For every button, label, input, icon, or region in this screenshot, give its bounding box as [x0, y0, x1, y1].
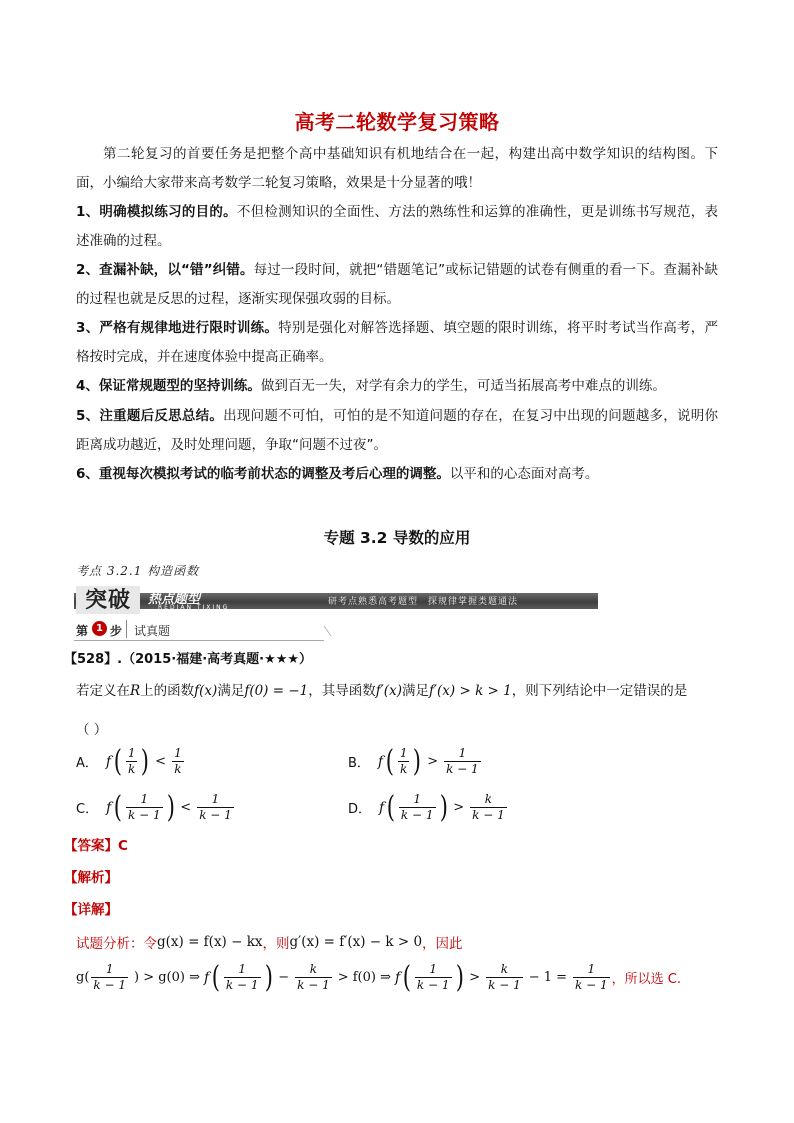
option-a[interactable]	[76, 743, 186, 779]
sol1-text-c: ，则	[262, 936, 290, 952]
q-text-4: ，其导函数	[308, 683, 376, 699]
option-b-arg-num: 1	[399, 746, 408, 760]
kaodian-label: 考点 3.2.1 构造函数	[76, 564, 200, 578]
step-label: 试真题	[134, 624, 171, 638]
sol2-frac-1	[91, 962, 128, 993]
option-a-lparen: (	[113, 743, 123, 779]
q-text-6: ，则下列结论中一定错误的是	[511, 683, 688, 699]
sol2-frac-2	[224, 962, 261, 993]
option-c-label: C．	[76, 802, 99, 817]
sol2-rparen-1: )	[264, 959, 273, 995]
option-c-arg-num: 1	[140, 792, 149, 806]
sol2-minus-one: − 1 =	[528, 970, 568, 985]
option-a-rparen: )	[141, 743, 150, 779]
step-bu: 步	[110, 624, 123, 638]
option-a-arg-den: k	[127, 762, 136, 776]
strategy-6-bold: 6、重视每次模拟考试的临考前状态的调整及考后心理的调整。	[76, 466, 450, 482]
option-c-rparen: )	[166, 789, 175, 825]
option-b-rhs-num: 1	[458, 746, 467, 760]
option-c-rhs-num: 1	[211, 792, 220, 806]
q-text-1: 若定义在	[76, 683, 130, 699]
option-d-op: >	[453, 800, 465, 815]
sol2-frac-2-den: k − 1	[225, 978, 259, 992]
sol2-rparen-2: )	[455, 959, 464, 995]
strategy-4-text: 做到百无一失，对学有余力的学生，可适当拓展高考中难点的训练。	[260, 378, 666, 394]
strategy-2-text: 每过一段时间，就把“错题笔记”或标记错题的试卷有侧重的看一下。查漏补缺的过程也就是反思的过程，逐渐实现保强攻弱的目标。	[76, 262, 718, 307]
strategy-5	[76, 402, 718, 460]
option-d-arg-num: 1	[413, 792, 422, 806]
option-b-rhs-fraction	[444, 746, 481, 777]
option-d[interactable]	[348, 789, 509, 825]
sol2-frac-6	[573, 962, 610, 993]
sol2-frac-4-den: k − 1	[416, 978, 450, 992]
option-c-arg-fraction	[126, 792, 163, 823]
strategy-5-text: 出现问题不可怕，可怕的是不知道问题的存在，在复习中出现的问题越多，说明你距离成功越近，及时处理问题，争取“问题不过夜”。	[76, 408, 718, 453]
intro-paragraph: 第二轮复习的首要任务是把整个高中基础知识有机地结合在一起，构建出高中数学知识的结构图。下面，小编给大家带来高考数学二轮复习策略，效果是十分显著的哦！	[76, 146, 718, 191]
sol2-frac-1-den: k − 1	[93, 978, 126, 992]
option-a-rhs-den: k	[174, 762, 182, 776]
answer-value: C	[118, 838, 128, 854]
strategy-2	[76, 256, 718, 314]
option-b-op: >	[427, 754, 439, 769]
option-d-rhs-den: k − 1	[472, 808, 505, 822]
answer-tag	[64, 834, 128, 854]
option-a-arg-num: 1	[127, 746, 136, 760]
question-text	[76, 680, 726, 702]
step-header	[74, 620, 324, 641]
detail-tag: 【详解】	[64, 902, 118, 918]
solution-line-2	[76, 959, 681, 995]
sol2-lparen-1: (	[211, 959, 221, 995]
option-c-f: f	[106, 799, 112, 816]
hot-topic-banner	[74, 587, 598, 613]
solution-line-1	[76, 932, 463, 952]
option-b-lparen: (	[385, 743, 395, 779]
sol2-gt-f0: > f(0) ⇒	[337, 970, 391, 985]
strategy-1-bold: 1、明确模拟练习的目的。	[76, 204, 237, 220]
step-number-badge: 1	[92, 621, 107, 636]
sol2-frac-1-num: 1	[105, 962, 114, 976]
option-c-arg-den: k − 1	[127, 808, 161, 822]
sol2-frac-6-den: k − 1	[575, 978, 608, 992]
q-text-2: 上的函数	[140, 683, 195, 699]
strategy-4	[76, 372, 718, 401]
option-a-rhs-fraction	[172, 746, 184, 777]
option-b-arg-den: k	[400, 762, 408, 776]
option-d-label: D．	[348, 802, 372, 817]
option-d-f: f	[379, 799, 385, 816]
q-math-cond: f′(x) > k > 1	[428, 683, 512, 699]
sol2-minus: −	[278, 970, 290, 985]
q-text-3: 满足	[217, 683, 245, 699]
option-b-arg-fraction	[398, 746, 410, 777]
option-b-f: f	[377, 753, 384, 770]
banner-slogan: 研考点熟悉高考题型 探规律掌握类题通法	[328, 597, 519, 607]
sol2-frac-3-den: k − 1	[297, 978, 330, 992]
option-b-rhs-den: k − 1	[446, 762, 479, 776]
sol1-text-e: ，因此	[422, 936, 463, 952]
option-c-rhs-fraction	[197, 792, 234, 823]
banner-tupo: 突破	[76, 586, 140, 614]
sol1-math-gprime: g′(x) = f′(x) − k > 0	[289, 934, 423, 950]
q-math-fx: f(x)	[194, 683, 218, 699]
option-c-rhs-den: k − 1	[199, 808, 232, 822]
sol1-math-g: g(x) = f(x) − kx	[157, 934, 263, 950]
sol2-frac-4-num: 1	[429, 962, 438, 976]
step-di: 第	[76, 624, 89, 638]
step-corner-decoration	[313, 626, 331, 636]
banner-hot-label: 热点题型	[148, 592, 201, 607]
option-c-op: <	[180, 800, 192, 815]
question-header: 【528】.（2015·福建·高考真题·★★★）	[64, 652, 313, 667]
sol2-g-close: ) > g(0) ⇒	[134, 970, 200, 985]
sol2-frac-5-num: k	[500, 962, 509, 976]
sol2-frac-4	[415, 962, 452, 993]
strategy-4-bold: 4、保证常规题型的坚持训练。	[76, 378, 261, 394]
option-d-arg-den: k − 1	[400, 808, 434, 822]
answer-label: 【答案】	[64, 838, 118, 854]
strategy-6-text: 以平和的心态面对高考。	[449, 466, 599, 482]
sol1-text-a: 试题分析：令	[76, 936, 157, 952]
option-d-rhs-num: k	[484, 792, 493, 806]
option-d-rhs-fraction	[470, 792, 507, 823]
section-title: 专题 3.2 导数的应用	[323, 529, 471, 547]
sol2-gt: >	[469, 970, 481, 985]
option-a-f: f	[105, 753, 112, 770]
analysis-tag: 【解析】	[64, 870, 118, 886]
answer-paren: （ ）	[76, 722, 108, 738]
strategy-2-bold: 2、查漏补缺，以“错”纠错。	[76, 262, 254, 278]
strategy-5-bold: 5、注重题后反思总结。	[76, 408, 224, 424]
strategy-6	[76, 460, 718, 489]
sol2-frac-6-num: 1	[587, 962, 596, 976]
option-c-lparen: (	[114, 789, 123, 825]
q-math-R: R	[130, 683, 141, 699]
sol2-lparen-2: (	[402, 959, 412, 995]
option-d-rparen: )	[439, 789, 448, 825]
option-b-rparen: )	[413, 743, 422, 779]
option-b-label: B．	[348, 756, 370, 771]
sol2-f-1: f	[204, 969, 210, 986]
strategy-1	[76, 198, 718, 256]
sol2-frac-2-num: 1	[238, 962, 247, 976]
sol2-frac-5-den: k − 1	[488, 978, 521, 992]
q-math-fpx: f′(x)	[375, 683, 402, 699]
option-a-arg-fraction	[126, 746, 138, 777]
sol2-g-open: g(	[76, 970, 90, 985]
option-b[interactable]	[348, 743, 483, 779]
strategy-3-text: 特别是强化对解答选择题、填空题的限时训练，将平时考试当作高考，严格按时完成，并在速度体验中提高正确率。	[76, 320, 718, 365]
q-math-f0: f(0) = −1	[244, 683, 309, 699]
sol2-frac-3-num: k	[309, 962, 318, 976]
q-text-5: 满足	[401, 683, 429, 699]
page-title: 高考二轮数学复习策略	[294, 110, 500, 134]
strategy-1-text: 不但检测知识的全面性、方法的熟练性和运算的准确性，更是训练书写规范，表述准确的过程。	[76, 204, 718, 249]
sol2-frac-3	[295, 962, 332, 993]
strategy-3-bold: 3、严格有规律地进行限时训练。	[76, 320, 279, 336]
option-c[interactable]	[76, 789, 236, 825]
option-d-arg-fraction	[399, 792, 436, 823]
banner-hot-sub: REDIAN TIXING	[158, 604, 230, 611]
step-separator	[126, 620, 127, 638]
option-d-lparen: (	[386, 789, 396, 825]
sol2-frac-5	[486, 962, 523, 993]
strategy-3	[76, 314, 718, 372]
sol2-f-2: f	[395, 969, 401, 986]
option-a-op: <	[155, 754, 167, 769]
option-a-label: A．	[76, 756, 98, 771]
option-a-rhs-num: 1	[174, 746, 182, 760]
sol2-conclusion: ，所以选 C.	[611, 972, 681, 987]
